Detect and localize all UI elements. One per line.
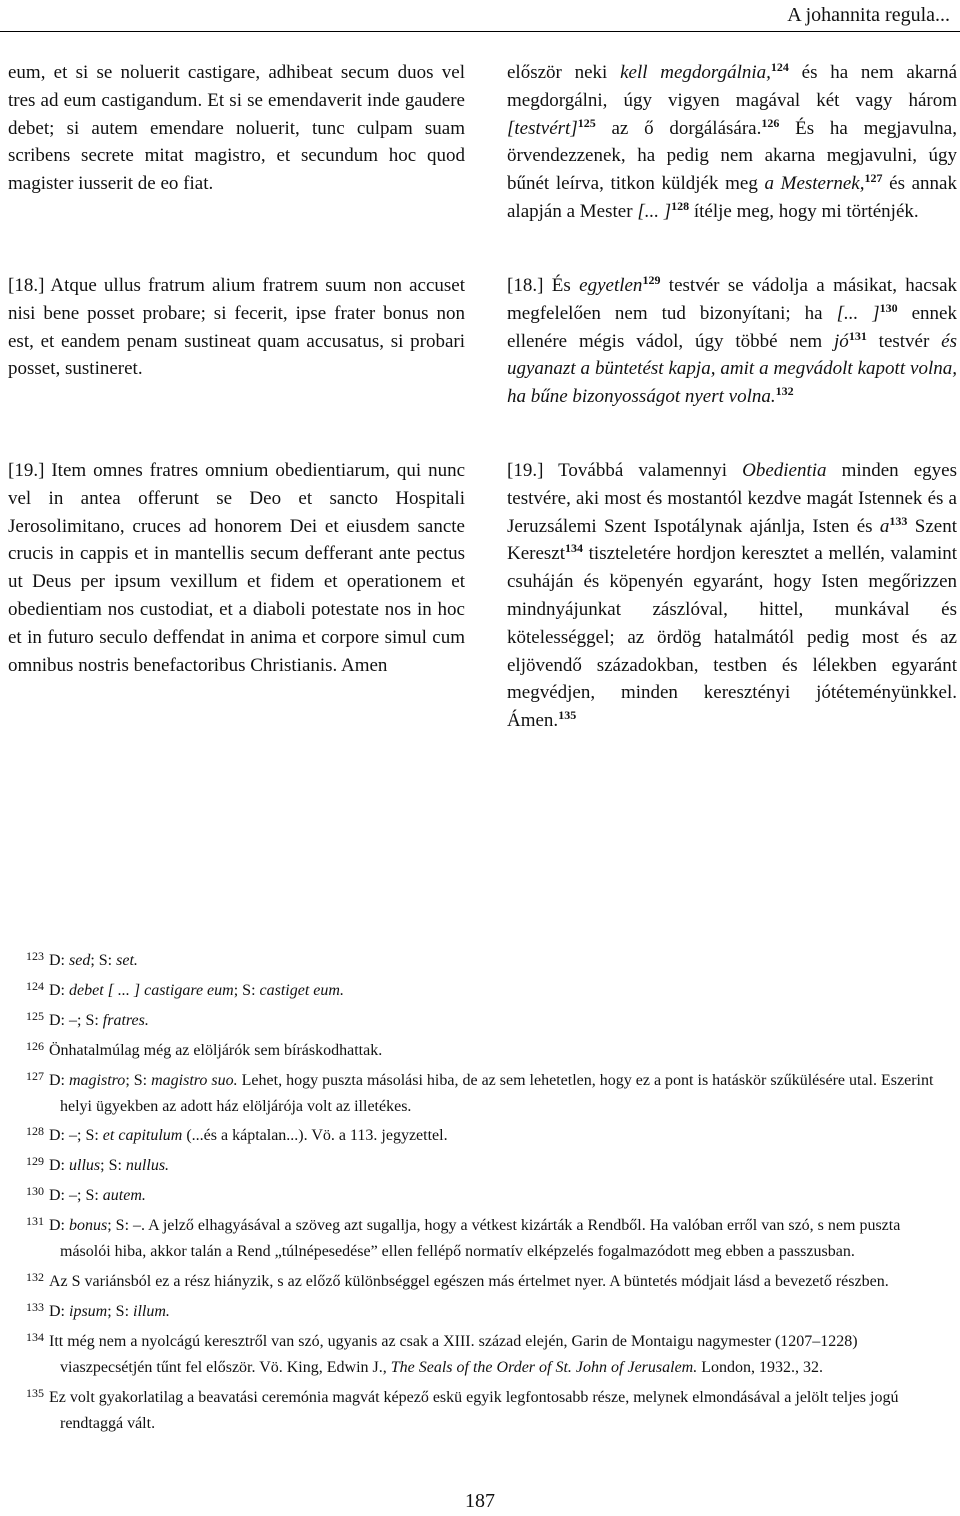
footnote-ref: 126 [761,115,780,130]
fn-text: D: –; S: [49,1187,103,1205]
footnote-ref: 124 [770,60,789,74]
footnote-125 [15,1004,935,1034]
footnote-134 [15,1325,935,1381]
fn-text: D: [49,1071,69,1089]
footnote-ref: 133 [889,513,908,528]
hungarian-paragraph-19 [507,457,957,735]
footnote-ref: 134 [565,541,584,556]
fn-italic: sed [69,952,91,969]
footnote-number: 127 [26,1068,44,1083]
footnote-number: 125 [26,1008,44,1023]
footnote-ref: 135 [558,708,577,723]
footnote-number: 134 [26,1329,44,1344]
italic-run: [testvért] [507,117,578,139]
footnote-number: 124 [26,978,44,993]
text-run: tiszteletére hordjon keresztet a mellén, valamint csuháján és köpenyén egyaránt, hogy Isten megőrizzen mindnyájunkat zászlóval, hittel, munkával és kötelességgel; az ördög hatalmától pedig most és az eljövendő századokban, testben és lélekben egyaránt megvédjen, minden keresztényi jótéteményünkkel. Ámen. [507,543,957,732]
fn-text: D: [49,1157,69,1175]
footnote-128 [15,1119,935,1149]
latin-paragraph-19: [19.] Item omnes fratres omnium obedientiarum, qui nunc vel in antea offerunt se Deo et sancto Hospitali Jerosolimitano, cruces ad honorem Dei et eiusdem sancte crucis in cappis et in mantellis secum defferant ante pectus ut Deus per ipsum vexillum et fidem et operationem et obedientiam nos custodiat, et a diaboli potestate nos in hoc et in futuro seculo deffendat in anima et corpore simul cum omnibus nostris benefactoribus Christianis. Amen [8,460,465,676]
fn-text: London, 1932., 32. [697,1358,824,1376]
fn-text: Itt még nem a nyolcágú keresztről van szó, ugyanis az csak a XIII. század elején, Garin de Montaigu nagymester (1207–1228) viaszpecsétjén tűnt fel először. Vö. King, Edwin J., [49,1332,858,1376]
footnote-number: 123 [26,949,44,963]
footnote-124 [15,974,935,1004]
footnote-number: 135 [26,1385,44,1400]
italic-run: Obedientia [742,460,827,481]
fn-text: ; S: [107,1302,134,1320]
fn-text: D: –; S: [49,1127,103,1145]
latin-paragraph-17: eum, et si se noluerit castigare, adhibeat secum duos vel tres ad eum castigandum. Et si se emendaverit inde gaudere debet; si autem emendare noluerit, tunc culpam suam scribens secrete mitat magistro, et secundum hoc quod magister iusserit de eo fiat. [8,62,465,195]
text-run: [19.] Továbbá valamennyi [507,460,743,481]
fn-text: ; S: [233,981,260,999]
footnote-number: 131 [26,1214,44,1229]
footnote-ref: 127 [864,171,883,186]
footnote-123 [15,944,935,974]
fn-italic: set. [116,952,138,969]
text-run: testvér [866,330,942,352]
page-number: 187 [465,1490,495,1512]
fn-text: Önhatalmúlag még az elöljárók sem bíráskodhattak. [49,1041,383,1059]
text-run: [18.] És [507,275,580,296]
footnotes [15,944,935,1436]
fn-italic: bonus [69,1217,108,1235]
fn-text: ; S: [90,952,117,969]
fn-italic: autem. [102,1187,146,1205]
text-run: először neki [507,62,621,83]
header-rule [0,31,960,32]
fn-text: (...és a káptalan...). Vö. a 113. jegyzettel. [182,1127,448,1145]
italic-run: a Mesternek, [764,173,865,195]
footnote-number: 133 [26,1299,44,1314]
footnote-126 [15,1034,935,1064]
italic-run: kell megdorgálnia, [620,62,771,83]
text-run: És ha megjavulna, örvendezzenek, ha pedig nem akarna megjavulni, úgy bűnét leírva, titkon küldjék meg [507,117,957,195]
fn-italic: illum. [133,1302,170,1320]
fn-text: Ez volt gyakorlatilag a beavatási ceremónia magvát képező eskü egyik legfontosabb része, melynek elmondásával a jelölt teljes jogú rendtaggá vált. [49,1388,899,1432]
footnote-130 [15,1179,935,1209]
footnote-132 [15,1265,935,1295]
footnote-ref: 130 [879,300,898,315]
fn-italic: ullus [69,1157,101,1175]
fn-text: ; S: [100,1157,126,1175]
fn-italic: magistro [69,1071,126,1089]
fn-text: D: [49,1217,69,1235]
footnote-133 [15,1295,935,1325]
fn-italic: The Seals of the Order of St. John of Jerusalem. [390,1358,698,1376]
fn-text: D: –; S: [49,1011,103,1029]
footnote-131 [15,1209,935,1265]
italic-run: egyetlen [579,275,643,296]
fn-text: ; S: [125,1071,152,1089]
footnote-number: 130 [26,1184,44,1199]
fn-text: D: [49,1302,69,1320]
footnote-ref: 125 [577,115,596,130]
fn-italic: debet [ ... ] castigare eum [69,981,234,999]
footnote-ref: 129 [642,273,661,287]
italic-run: jó [834,330,849,352]
italic-run: és ugyanazt a büntetést kapja, amit a megvádolt kapott volna, ha bűne bizonyosságot nyert volna. [507,330,957,408]
fn-italic: nullus. [125,1157,170,1175]
text-run: Szent Kereszt [507,515,958,565]
fn-italic: ipsum [69,1302,108,1320]
fn-text: Az S variánsból ez a rész hiányzik, s az előző különbséggel egészen más értelmet nyer. A büntetés módjait lásd a bevezető részben. [49,1272,889,1290]
text-run: ítélje meg, hogy mi történjék. [689,200,919,222]
footnote-ref: 132 [775,384,794,399]
fn-italic: castiget eum. [259,981,344,999]
text-run: és ha nem akarná megdorgálni, úgy vigyen magával két vagy három [507,62,957,111]
footnote-number: 132 [26,1269,44,1284]
text-run: és annak alapján a Mester [507,173,957,222]
footnote-number: 129 [26,1154,44,1169]
fn-text: D: [49,981,69,999]
text-run: minden egyes testvére, aki most és mostantól kezdve magát Istennek és a Jeruzsálemi Szent Ispotálynak ajánlja, Isten és [507,460,957,537]
text-run: az ő dorgálására. [595,117,762,139]
fn-text: ; S: –. A jelző elhagyásával a szöveg azt sugallja, hogy a vétkest kizárták a Rendből. Ha valóban erről van szó, s nem puszta másolói hiba, akkor talán a Rend „túlnépesedése” ellen fellépő normatív elképzelés fogalmazódott meg ebben a passzusban. [60,1217,901,1261]
footnote-number: 128 [26,1124,44,1139]
latin-paragraph-18: [18.] Atque ullus fratrum alium fratrem suum non accuset nisi bene posset probare; si fecerit, ipse frater bonus non est, et eandem penam sustineat quam accusatus, si probari posset, sustineret. [8,275,465,380]
fn-text: D: [49,952,69,969]
fn-italic: et capitulum [102,1127,183,1145]
footnote-135 [15,1381,935,1437]
italic-run: [... ] [836,302,880,324]
footnote-number: 126 [26,1038,44,1053]
fn-italic: magistro suo. [151,1071,238,1089]
fn-italic: fratres. [102,1011,149,1029]
italic-run: [... ] [637,200,672,222]
footnote-129 [15,1149,935,1179]
footnote-ref: 128 [671,198,690,213]
footnote-ref: 131 [848,328,867,343]
footnote-127 [15,1064,935,1120]
text-run: ennek ellenére mégis vádol, úgy többé nem [507,302,957,352]
running-title: A johannita regula... [787,4,950,26]
italic-run: a [879,515,890,537]
hungarian-paragraph-18 [507,272,957,411]
fn-text: Lehet, hogy puszta másolási hiba, de az sem lehetetlen, hogy ez a pont is hatáskör szűkülésére utal. Eszerint helyi ügyekben az adott ház elöljárója volt az illetékes. [60,1071,934,1115]
text-run: testvér se vádolja a másikat, hacsak megfelelően nem tud bizonyítani; ha [507,275,957,324]
hungarian-paragraph-17 [507,59,957,226]
